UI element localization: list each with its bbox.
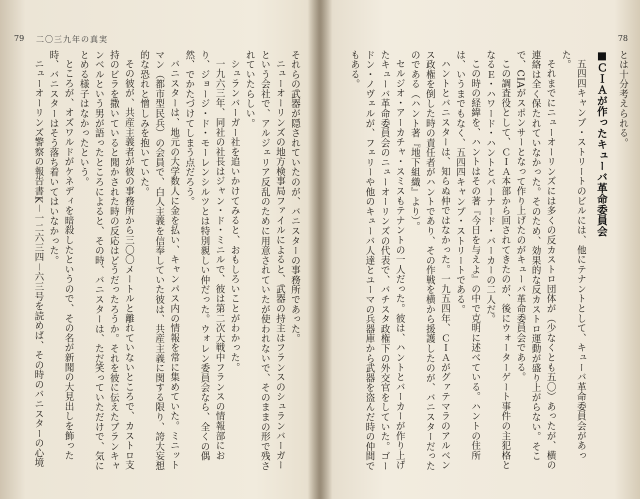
- right-paragraph: 五四四キャンプ・ストリートのビルには、他にテナントとして、キューバ革命委員会があった。: [559, 50, 586, 461]
- right-paragraph: この調査役として、ＣＩＡ本部から回されてきたのが、後にウォーターゲート事件の主犯格となるＥ・ハワード・ハントとバーナード・バーカーの二人だ。: [484, 50, 511, 471]
- right-body-text: [330, 50, 630, 474]
- right-paragraph: それまでにニューオーリンズには多くの反カストロ団体が（少なくとも五〇）あったが、横の連絡は全く保たれていなかった。そのため、効果的な反カストロ運動が盛り上がらない。そこで、CIAがスポンサーとなって作り上げたのがキューバ革命委員会である。: [514, 50, 556, 471]
- left-paragraph: ニューオーリンズの地方検事局ファイルによると、武器の持主はフランスのシュランバーガーという会社で、アルジェリア反乱のために用意されていたが使われないで、そのままの形で残されていたらしい。: [243, 50, 285, 471]
- left-paragraph: ニューオーリンズ警察の報告書K－一二六三四－六三号を読めば、その時のバニスターの心境: [32, 59, 44, 469]
- left-paragraph: ところが、オズワルドがケネディを暗殺したというので、その名が新聞の大見出しを飾った時、バニスターはそう落ち着いてはいなかった。: [47, 50, 74, 461]
- left-paragraph: 一九六三年、同社の社長はジャン・ド・ミニルで、彼は第二次大戦中フランスの情報部におり、ジョージ・ド・モーレンシルツとは特別親しい仲だった。ウォレン委員会なら、全くの偶然、でかたづけてしまう点だろう。: [183, 50, 225, 462]
- left-page-number: 79: [14, 34, 25, 43]
- right-paragraph: ハントとバニスターは、知らぬ仲ではなかった。一九五四年、ＣＩＡがグァテマラのアルベンス政権を倒した時の責任者がハントであり、その作戦を横から援護したのが、バニスターだったのである（ハント著『地下組織』より）。: [408, 50, 450, 471]
- left-paragraph: シュランバーガー社を追いかけてみると、おもしろいことがわかった。: [228, 59, 240, 373]
- left-paragraph: それらの武器が隠されていたのが、バニスターの事務所であった。: [289, 50, 300, 344]
- section-heading: ■ＣＩＡが作ったキューバ革命委員会: [595, 50, 608, 237]
- left-page: [0, 0, 318, 499]
- right-paragraph: セルジオ・アーカチャ・スミスもテナントの一人だった。彼は、ハントとバーカーが作り上げたキューバ革命委員会のニューオーリンズの代表で、バチスタ政権下の外交官をしていた。ゴードン・ノヴェルが、フェリーや他のキューバ人達とユーマの兵器庫から武器を盗んだ時の仲間でもある。: [348, 50, 405, 471]
- right-top-line: とは十分考えられる。: [617, 50, 628, 148]
- left-paragraph: バニスターは、地元の大学数人に金を払い、キャンパス内の情報を常に集めていた。ミニットマン（都市型民兵）の会員で、白人主義を信奉していた彼は、共産主義に関する限り、誇大妄想的な恐れと憎しみを抱いていた。: [138, 50, 180, 471]
- right-page-number: 78: [617, 34, 628, 43]
- left-running-head: 二〇三九年の真実: [36, 35, 108, 44]
- right-paragraph: この時の経緯を、ハントはその著『今日を与えよ』の中で克明に述べている。ハントの住所は、いうまでもなく、五四四キャンプ・ストリートである。: [454, 50, 481, 461]
- left-paragraph: その彼が、共産主義者が彼の事務所から三〇〇メートルと離れていないところで、カストロ支持のビラを撒いていると聞かされた時の反応はどうだったろうか。それを彼に伝えたブランキャンベルという男が語ったところによると、その時、バニスターは、ただ笑っていただけで、気にとめる様子はなかったという。: [77, 50, 134, 471]
- left-body-text: [14, 50, 302, 474]
- right-page: [322, 0, 640, 499]
